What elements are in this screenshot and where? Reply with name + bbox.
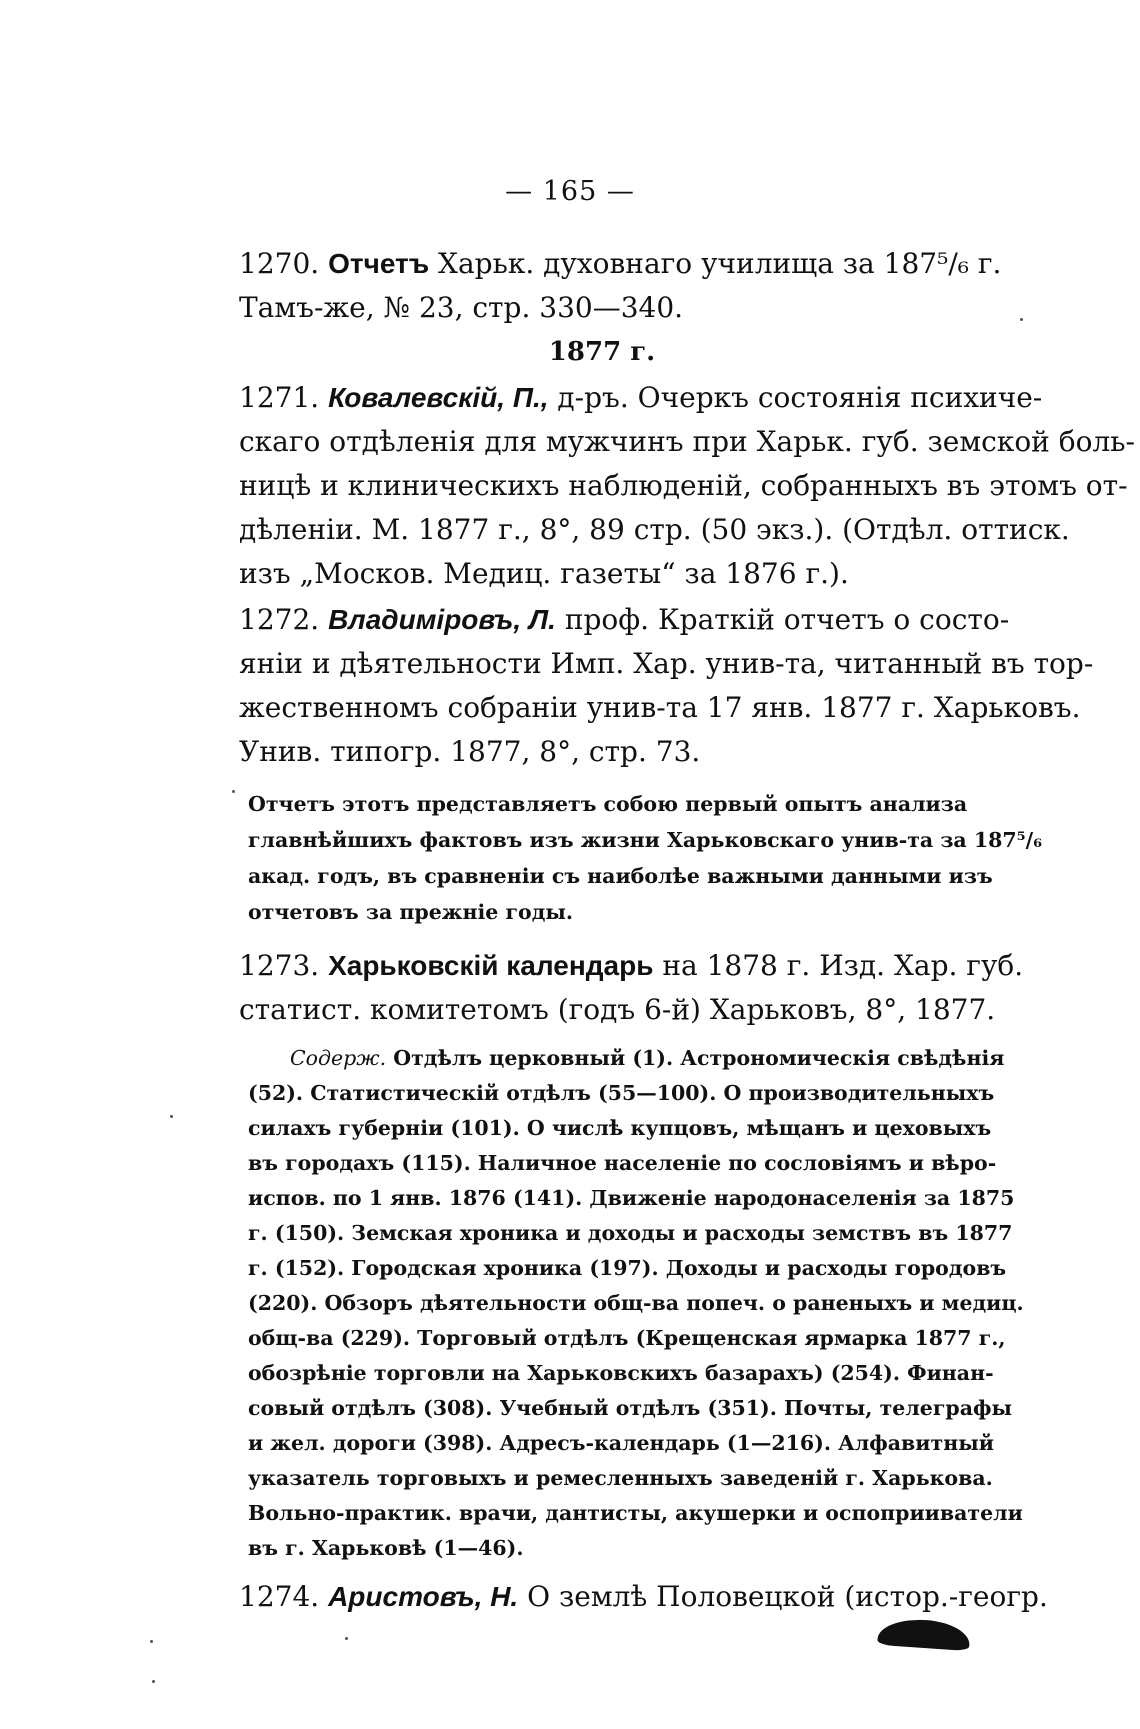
entry-author: Владиміровъ, Л. bbox=[328, 604, 556, 635]
entry-1273-note-line: г. (152). Городская хроника (197). Доходы и расходы городовъ bbox=[248, 1256, 1007, 1280]
entry-1273-note-line: общ-ва (229). Торговый отдѣлъ (Крещенская ярмарка 1877 г., bbox=[248, 1326, 1006, 1350]
entry-1271-line-4: дѣленіи. М. 1877 г., 8°, 89 стр. (50 экз.). (Отдѣл. оттиск. bbox=[239, 513, 1070, 546]
entry-1273-note-line: силахъ губерніи (101). О числѣ купцовъ, мѣщанъ и цеховыхъ bbox=[248, 1116, 992, 1140]
entry-author: Аристовъ, Н. bbox=[328, 1581, 519, 1612]
note-label: Содерж. bbox=[290, 1046, 387, 1070]
entry-1272-note-line: отчетовъ за прежніе годы. bbox=[248, 900, 574, 924]
entry-1272-line-2: яніи и дѣятельности Имп. Хар. унив-та, читанный въ тор- bbox=[239, 647, 1094, 680]
entry-1272-note-line: главнѣйшихъ фактовъ изъ жизни Харьковскаго унив-та за 187⁵/₆ bbox=[248, 828, 1043, 852]
entry-number: 1273. bbox=[239, 949, 320, 982]
print-speck bbox=[345, 1637, 348, 1640]
entry-1272-line-3: жественномъ собраніи унив-та 17 янв. 1877 г. Харьковъ. bbox=[239, 691, 1081, 724]
page-number: — 165 — bbox=[505, 176, 635, 207]
print-speck bbox=[232, 790, 235, 793]
entry-1271-line-3: ницѣ и клиническихъ наблюденій, собранныхъ въ этомъ от- bbox=[239, 469, 1128, 502]
entry-1274-line-1: 1274. Аристовъ, Н. О землѣ Половецкой (истор.-геогр. bbox=[239, 1580, 1048, 1613]
entry-number: 1272. bbox=[239, 603, 320, 636]
entry-1273-line-2: статист. комитетомъ (годъ 6-й) Харьковъ, 8°, 1877. bbox=[239, 993, 996, 1026]
entry-1272-line-4: Унив. типогр. 1877, 8°, стр. 73. bbox=[239, 735, 701, 768]
entry-1273-note-line: обозрѣніе торговли на Харьковскихъ базарахъ) (254). Финан- bbox=[248, 1361, 994, 1385]
print-speck bbox=[1020, 318, 1023, 321]
print-speck bbox=[150, 1640, 153, 1643]
entry-1273-note-line: (220). Обзоръ дѣятельности общ-ва попеч. о раненыхъ и медиц. bbox=[248, 1291, 1024, 1315]
entry-1273-note-line: Вольно-практик. врачи, дантисты, акушерки и оспоприиватели bbox=[248, 1501, 1023, 1525]
ink-blot bbox=[877, 1617, 971, 1651]
entry-number: 1270. bbox=[239, 247, 320, 280]
entry-1273-line-1: 1273. Харьковскій календарь на 1878 г. Изд. Хар. губ. bbox=[239, 949, 1024, 982]
entry-number: 1271. bbox=[239, 381, 320, 414]
entry-author: Ковалевскій, П., bbox=[328, 382, 549, 413]
entry-1271-line-5: изъ „Москов. Медиц. газеты“ за 1876 г.). bbox=[239, 557, 849, 590]
entry-number: 1274. bbox=[239, 1580, 320, 1613]
entry-1270-line-2: Тамъ-же, № 23, стр. 330—340. bbox=[239, 291, 684, 324]
entry-1272-note-line: Отчетъ этотъ представляетъ собою первый опытъ анализа bbox=[248, 792, 968, 816]
entry-1272-note-line: акад. годъ, въ сравненіи съ наиболѣе важными данными изъ bbox=[248, 864, 993, 888]
entry-title: Отчетъ bbox=[328, 248, 430, 279]
entry-1270-line-1: 1270. Отчетъ Харьк. духовнаго училища за 187⁵/₆ г. bbox=[239, 247, 1002, 280]
entry-1273-note-first-line: Содерж. Отдѣлъ церковный (1). Астрономическія свѣдѣнія bbox=[290, 1046, 1005, 1070]
entry-1273-note-line: указатель торговыхъ и ремесленныхъ заведеній г. Харькова. bbox=[248, 1466, 993, 1490]
entry-title: Харьковскій календарь bbox=[328, 950, 654, 981]
entry-1271-line-2: скаго отдѣленія для мужчинъ при Харьк. губ. земской боль- bbox=[239, 425, 1135, 458]
entry-1271-line-1: 1271. Ковалевскій, П., д-ръ. Очеркъ состоянія психиче- bbox=[239, 381, 1043, 414]
entry-1273-note-line: и жел. дороги (398). Адресъ-календарь (1—216). Алфавитный bbox=[248, 1431, 994, 1455]
print-speck bbox=[170, 1115, 173, 1118]
entry-1272-line-1: 1272. Владиміровъ, Л. проф. Краткій отчетъ о состо- bbox=[239, 603, 1010, 636]
print-speck bbox=[152, 1680, 155, 1683]
entry-1273-note-line: въ городахъ (115). Наличное населеніе по сословіямъ и вѣро- bbox=[248, 1151, 997, 1175]
entry-1273-note-line: въ г. Харьковѣ (1—46). bbox=[248, 1536, 524, 1560]
entry-1273-note-line: г. (150). Земская хроника и доходы и расходы земствъ въ 1877 bbox=[248, 1221, 1013, 1245]
entry-1273-note-line: (52). Статистическій отдѣлъ (55—100). О производительныхъ bbox=[248, 1081, 995, 1105]
entry-1273-note-line: испов. по 1 янв. 1876 (141). Движеніе народонаселенія за 1875 bbox=[248, 1186, 1015, 1210]
entry-1273-note-line: совый отдѣлъ (308). Учебный отдѣлъ (351). Почты, телеграфы bbox=[248, 1396, 1013, 1420]
year-heading: 1877 г. bbox=[548, 337, 656, 367]
